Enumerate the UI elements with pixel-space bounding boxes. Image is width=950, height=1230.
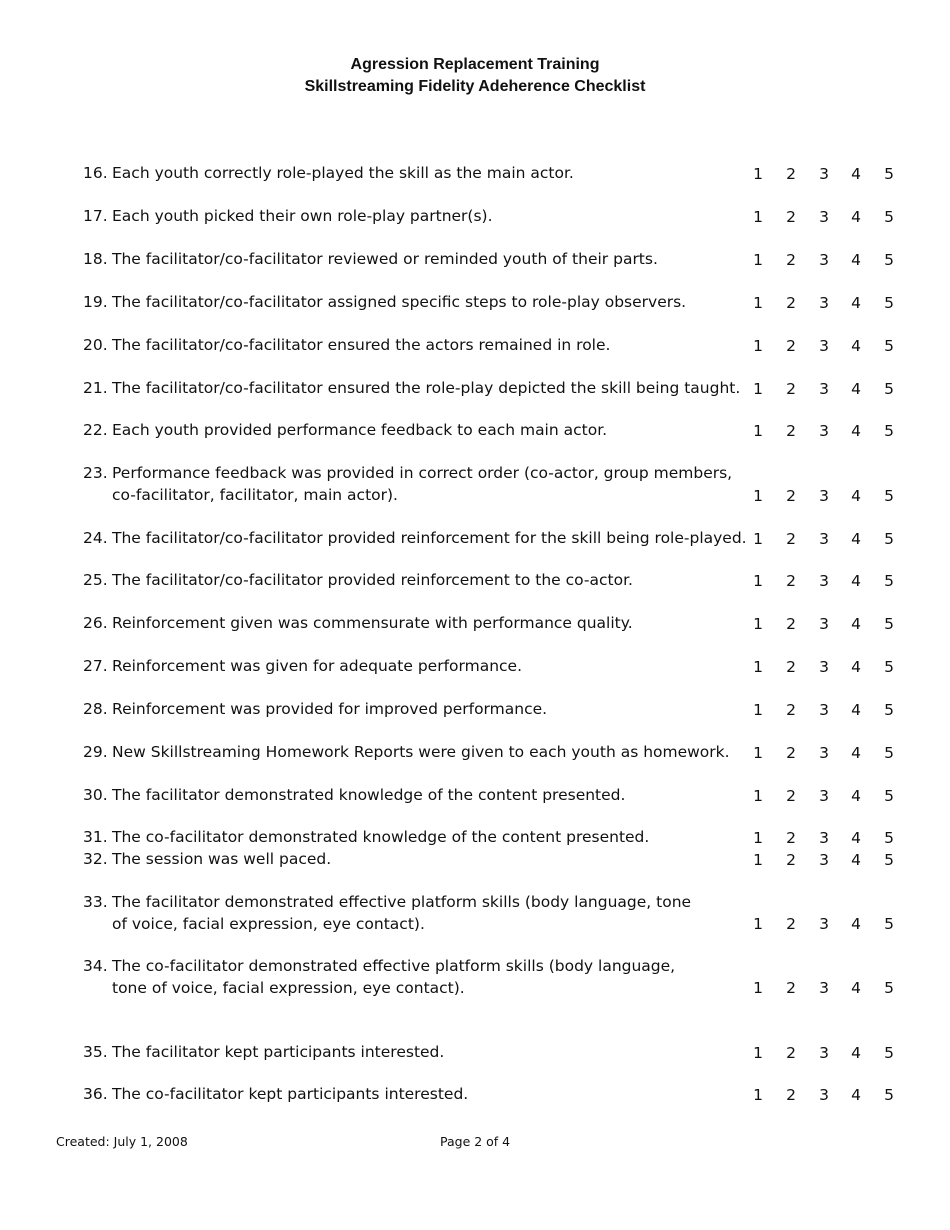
rating-scale	[742, 827, 906, 849]
rating-option[interactable]: 4	[851, 337, 861, 355]
rating-scale	[742, 785, 906, 807]
item-number: 28.	[83, 700, 108, 718]
rating-option[interactable]: 4	[851, 915, 861, 933]
rating-option[interactable]: 4	[851, 572, 861, 590]
rating-option[interactable]: 5	[884, 251, 894, 269]
rating-option[interactable]: 3	[819, 294, 829, 312]
rating-scale	[742, 335, 906, 357]
rating-option[interactable]: 5	[884, 572, 894, 590]
item-text: The facilitator demonstrated effective platform skills (body language, tone	[112, 893, 692, 911]
rating-scale	[742, 699, 906, 721]
item-text: Each youth picked their own role-play partner(s).	[112, 207, 493, 225]
rating-option[interactable]: 3	[819, 208, 829, 226]
rating-option[interactable]: 3	[819, 1086, 829, 1104]
rating-option[interactable]: 1	[753, 530, 763, 548]
item-text: Each youth correctly role-played the skill as the main actor.	[112, 164, 574, 182]
rating-option[interactable]: 2	[786, 208, 796, 226]
item-number: 34.	[83, 957, 108, 975]
item-text: Performance feedback was provided in correct order (co-actor, group members,	[112, 464, 733, 482]
rating-option[interactable]: 3	[819, 1044, 829, 1062]
rating-option[interactable]: 5	[884, 615, 894, 633]
rating-option[interactable]: 4	[851, 615, 861, 633]
item-text: Reinforcement was given for adequate performance.	[112, 657, 523, 675]
rating-option[interactable]: 3	[819, 530, 829, 548]
rating-option[interactable]: 4	[851, 787, 861, 805]
rating-option[interactable]: 2	[786, 744, 796, 762]
rating-option[interactable]: 3	[819, 422, 829, 440]
item-text: The facilitator kept participants interested.	[112, 1043, 445, 1061]
document-subtitle: Skillstreaming Fidelity Adeherence Checklist	[304, 78, 646, 95]
rating-option[interactable]: 5	[884, 1044, 894, 1062]
rating-scale	[742, 1084, 906, 1106]
rating-option[interactable]: 2	[786, 251, 796, 269]
rating-option[interactable]: 5	[884, 829, 894, 847]
rating-option[interactable]: 1	[753, 915, 763, 933]
rating-option[interactable]: 1	[753, 165, 763, 183]
rating-option[interactable]: 4	[851, 1086, 861, 1104]
document-title: Agression Replacement Training	[350, 56, 600, 73]
rating-scale	[742, 913, 906, 935]
rating-option[interactable]: 1	[753, 744, 763, 762]
rating-option[interactable]: 3	[819, 915, 829, 933]
item-number: 27.	[83, 657, 108, 675]
rating-scale	[742, 1042, 906, 1064]
rating-option[interactable]: 3	[819, 851, 829, 869]
rating-option[interactable]: 4	[851, 658, 861, 676]
rating-option[interactable]: 1	[753, 851, 763, 869]
item-number: 19.	[83, 293, 108, 311]
rating-option[interactable]: 3	[819, 787, 829, 805]
rating-scale	[742, 977, 906, 999]
rating-option[interactable]: 3	[819, 829, 829, 847]
rating-scale	[742, 485, 906, 507]
rating-option[interactable]: 2	[786, 787, 796, 805]
item-text: Reinforcement was provided for improved performance.	[112, 700, 548, 718]
rating-option[interactable]: 5	[884, 487, 894, 505]
rating-option[interactable]: 3	[819, 744, 829, 762]
rating-option[interactable]: 1	[753, 1086, 763, 1104]
item-text: The facilitator/co-facilitator provided reinforcement to the co-actor.	[112, 571, 633, 589]
item-text: New Skillstreaming Homework Reports were given to each youth as homework.	[112, 743, 730, 761]
rating-option[interactable]: 4	[851, 530, 861, 548]
rating-option[interactable]: 1	[753, 701, 763, 719]
item-number: 35.	[83, 1043, 108, 1061]
rating-option[interactable]: 5	[884, 787, 894, 805]
rating-option[interactable]: 2	[786, 979, 796, 997]
rating-option[interactable]: 1	[753, 380, 763, 398]
rating-option[interactable]: 4	[851, 1044, 861, 1062]
rating-option[interactable]: 3	[819, 701, 829, 719]
rating-option[interactable]: 3	[819, 165, 829, 183]
item-number: 36.	[83, 1085, 108, 1103]
item-number: 22.	[83, 421, 108, 439]
rating-scale	[742, 420, 906, 442]
rating-option[interactable]: 3	[819, 572, 829, 590]
rating-option[interactable]: 5	[884, 530, 894, 548]
item-text: Reinforcement given was commensurate with performance quality.	[112, 614, 633, 632]
rating-scale	[742, 249, 906, 271]
rating-option[interactable]: 5	[884, 165, 894, 183]
rating-scale	[742, 378, 906, 400]
item-text: The facilitator/co-facilitator ensured the actors remained in role.	[112, 336, 611, 354]
rating-option[interactable]: 1	[753, 251, 763, 269]
rating-option[interactable]: 2	[786, 1044, 796, 1062]
item-text: of voice, facial expression, eye contact).	[112, 914, 425, 933]
rating-option[interactable]: 5	[884, 380, 894, 398]
item-number: 17.	[83, 207, 108, 225]
item-number: 20.	[83, 336, 108, 354]
item-number: 21.	[83, 379, 108, 397]
item-number: 18.	[83, 250, 108, 268]
rating-option[interactable]: 1	[753, 787, 763, 805]
rating-option[interactable]: 2	[786, 422, 796, 440]
item-text: tone of voice, facial expression, eye contact).	[112, 978, 465, 997]
rating-option[interactable]: 5	[884, 744, 894, 762]
rating-option[interactable]: 2	[786, 165, 796, 183]
rating-option[interactable]: 1	[753, 337, 763, 355]
rating-scale	[742, 528, 906, 550]
rating-scale	[742, 613, 906, 635]
rating-option[interactable]: 3	[819, 487, 829, 505]
rating-scale	[742, 206, 906, 228]
rating-option[interactable]: 5	[884, 979, 894, 997]
rating-option[interactable]: 2	[786, 380, 796, 398]
rating-option[interactable]: 1	[753, 422, 763, 440]
rating-scale	[742, 742, 906, 764]
item-text: The co-facilitator demonstrated effective platform skills (body language,	[112, 957, 676, 975]
rating-option[interactable]: 3	[819, 979, 829, 997]
rating-option[interactable]: 4	[851, 380, 861, 398]
item-number: 29.	[83, 743, 108, 761]
rating-option[interactable]: 1	[753, 658, 763, 676]
item-text: The co-facilitator demonstrated knowledge of the content presented.	[112, 828, 650, 846]
rating-option[interactable]: 3	[819, 251, 829, 269]
item-text: The facilitator/co-facilitator assigned specific steps to role-play observers.	[112, 293, 687, 311]
rating-scale	[742, 163, 906, 185]
rating-option[interactable]: 5	[884, 422, 894, 440]
rating-option[interactable]: 2	[786, 915, 796, 933]
item-text: Each youth provided performance feedback to each main actor.	[112, 421, 608, 439]
page-number: Page 2 of 4	[440, 1134, 511, 1149]
item-number: 16.	[83, 164, 108, 182]
rating-option[interactable]: 2	[786, 851, 796, 869]
rating-option[interactable]: 1	[753, 979, 763, 997]
rating-option[interactable]: 4	[851, 165, 861, 183]
rating-option[interactable]: 1	[753, 615, 763, 633]
rating-scale	[742, 570, 906, 592]
item-number: 23.	[83, 464, 108, 482]
rating-option[interactable]: 5	[884, 851, 894, 869]
rating-scale	[742, 849, 906, 871]
item-number: 33.	[83, 893, 108, 911]
item-text: co-facilitator, facilitator, main actor).	[112, 485, 398, 504]
rating-option[interactable]: 4	[851, 979, 861, 997]
item-number: 30.	[83, 786, 108, 804]
rating-option[interactable]: 4	[851, 208, 861, 226]
rating-option[interactable]: 4	[851, 744, 861, 762]
rating-option[interactable]: 1	[753, 294, 763, 312]
rating-option[interactable]: 5	[884, 1086, 894, 1104]
rating-option[interactable]: 5	[884, 701, 894, 719]
rating-option[interactable]: 5	[884, 658, 894, 676]
rating-option[interactable]: 1	[753, 487, 763, 505]
rating-option[interactable]: 2	[786, 615, 796, 633]
rating-option[interactable]: 4	[851, 487, 861, 505]
rating-option[interactable]: 2	[786, 658, 796, 676]
rating-option[interactable]: 3	[819, 380, 829, 398]
item-text: The facilitator/co-facilitator ensured the role-play depicted the skill being taught.	[112, 379, 741, 397]
item-text: The facilitator demonstrated knowledge of the content presented.	[112, 786, 626, 804]
item-text: The facilitator/co-facilitator reviewed or reminded youth of their parts.	[112, 250, 658, 268]
item-number: 25.	[83, 571, 108, 589]
rating-option[interactable]: 3	[819, 658, 829, 676]
rating-option[interactable]: 1	[753, 1044, 763, 1062]
item-number: 26.	[83, 614, 108, 632]
item-text: The co-facilitator kept participants interested.	[112, 1085, 469, 1103]
rating-option[interactable]: 1	[753, 572, 763, 590]
rating-option[interactable]: 3	[819, 337, 829, 355]
rating-option[interactable]: 5	[884, 915, 894, 933]
rating-option[interactable]: 5	[884, 294, 894, 312]
rating-option[interactable]: 2	[786, 487, 796, 505]
rating-option[interactable]: 1	[753, 208, 763, 226]
rating-option[interactable]: 4	[851, 251, 861, 269]
created-date: Created: July 1, 2008	[56, 1134, 188, 1149]
item-text: The session was well paced.	[112, 850, 332, 868]
rating-option[interactable]: 2	[786, 701, 796, 719]
rating-option[interactable]: 4	[851, 851, 861, 869]
rating-option[interactable]: 3	[819, 615, 829, 633]
rating-option[interactable]: 2	[786, 530, 796, 548]
rating-option[interactable]: 1	[753, 829, 763, 847]
rating-option[interactable]: 4	[851, 422, 861, 440]
rating-option[interactable]: 4	[851, 829, 861, 847]
rating-option[interactable]: 2	[786, 294, 796, 312]
item-number: 24.	[83, 529, 108, 547]
item-text: The facilitator/co-facilitator provided reinforcement for the skill being role-played.	[112, 529, 747, 547]
rating-option[interactable]: 5	[884, 208, 894, 226]
rating-option[interactable]: 2	[786, 337, 796, 355]
rating-option[interactable]: 2	[786, 1086, 796, 1104]
rating-option[interactable]: 4	[851, 294, 861, 312]
rating-option[interactable]: 5	[884, 337, 894, 355]
rating-scale	[742, 656, 906, 678]
rating-option[interactable]: 2	[786, 829, 796, 847]
rating-scale	[742, 292, 906, 314]
rating-option[interactable]: 4	[851, 701, 861, 719]
item-number: 31.	[83, 828, 108, 846]
rating-option[interactable]: 2	[786, 572, 796, 590]
item-number: 32.	[83, 850, 108, 868]
